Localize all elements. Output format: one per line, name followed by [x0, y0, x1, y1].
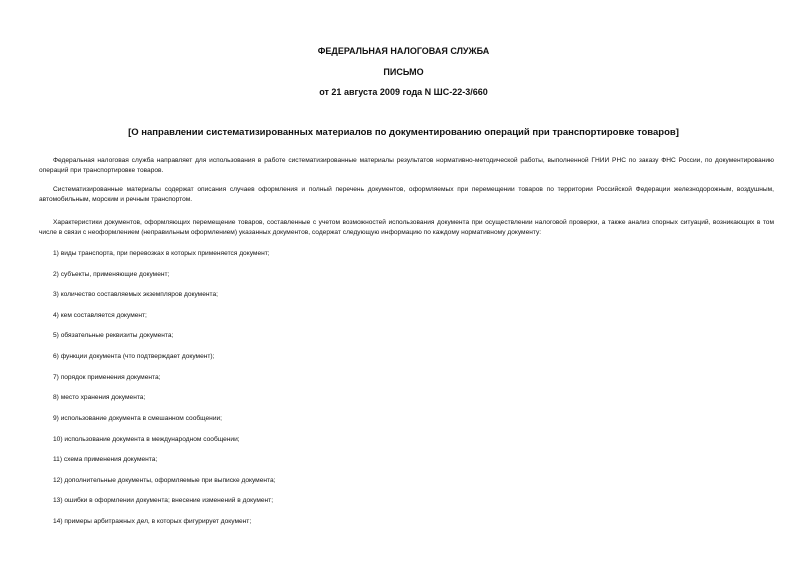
list-item: 13) ошибки в оформлении документа; внесение изменений в документ;	[53, 497, 274, 504]
list-item: 10) использование документа в международном сообщении;	[53, 436, 240, 443]
list-item: 9) использование документа в смешанном сообщении;	[53, 415, 223, 422]
list-item: 3) количество составляемых экземпляров документа;	[53, 291, 218, 298]
list-item: 6) функции документа (что подтверждает документ);	[53, 353, 215, 360]
list-item: 14) примеры арбитражных дел, в которых фигурирует документ;	[53, 518, 252, 525]
document-type: ПИСЬМО	[383, 67, 424, 77]
list-item: 12) дополнительные документы, оформляемые при выписке документа;	[53, 477, 276, 484]
list-item: 8) место хранения документа;	[53, 394, 146, 401]
list-item: 11) схема применения документа;	[53, 456, 158, 463]
list-item: 7) порядок применения документа;	[53, 374, 161, 381]
list-item: 2) субъекты, применяющие документ;	[53, 271, 170, 278]
paragraph-intro: Федеральная налоговая служба направляет для использования в работе систематизированные материалы результатов нормативно-методической работы, выполненной ГНИИ РНС по заказу ФНС России, по документированию операций при транспортировке товаров.	[39, 157, 774, 174]
document-date-number: от 21 августа 2009 года N ШС-22-3/660	[319, 87, 488, 97]
list-item: 4) кем составляется документ;	[53, 312, 147, 319]
paragraph-characteristics: Характеристики документов, оформляющих перемещение товаров, составленные с учетом возможностей использования документа при осуществлении налоговой проверки, а также анализ спорных ситуаций, возникающих в том числе в связи с неоформлением (неправильным оформлением) указанных документов, содержат следующую информацию по каждому нормативному документу:	[39, 219, 774, 236]
document-subject: [О направлении систематизированных материалов по документированию операций при транспортировке товаров]	[128, 127, 679, 138]
list-item: 5) обязательные реквизиты документа;	[53, 332, 174, 339]
list-item: 1) виды транспорта, при перевозках в которых применяется документ;	[53, 250, 270, 257]
agency-name: ФЕДЕРАЛЬНАЯ НАЛОГОВАЯ СЛУЖБА	[317, 46, 490, 56]
paragraph-contents: Систематизированные материалы содержат описания случаев оформления и полный перечень документов, оформляемых при перемещении товаров по территории Российской Федерации железнодорожным, воздушным, автомобильным, морским и речным транспортом.	[39, 186, 774, 203]
